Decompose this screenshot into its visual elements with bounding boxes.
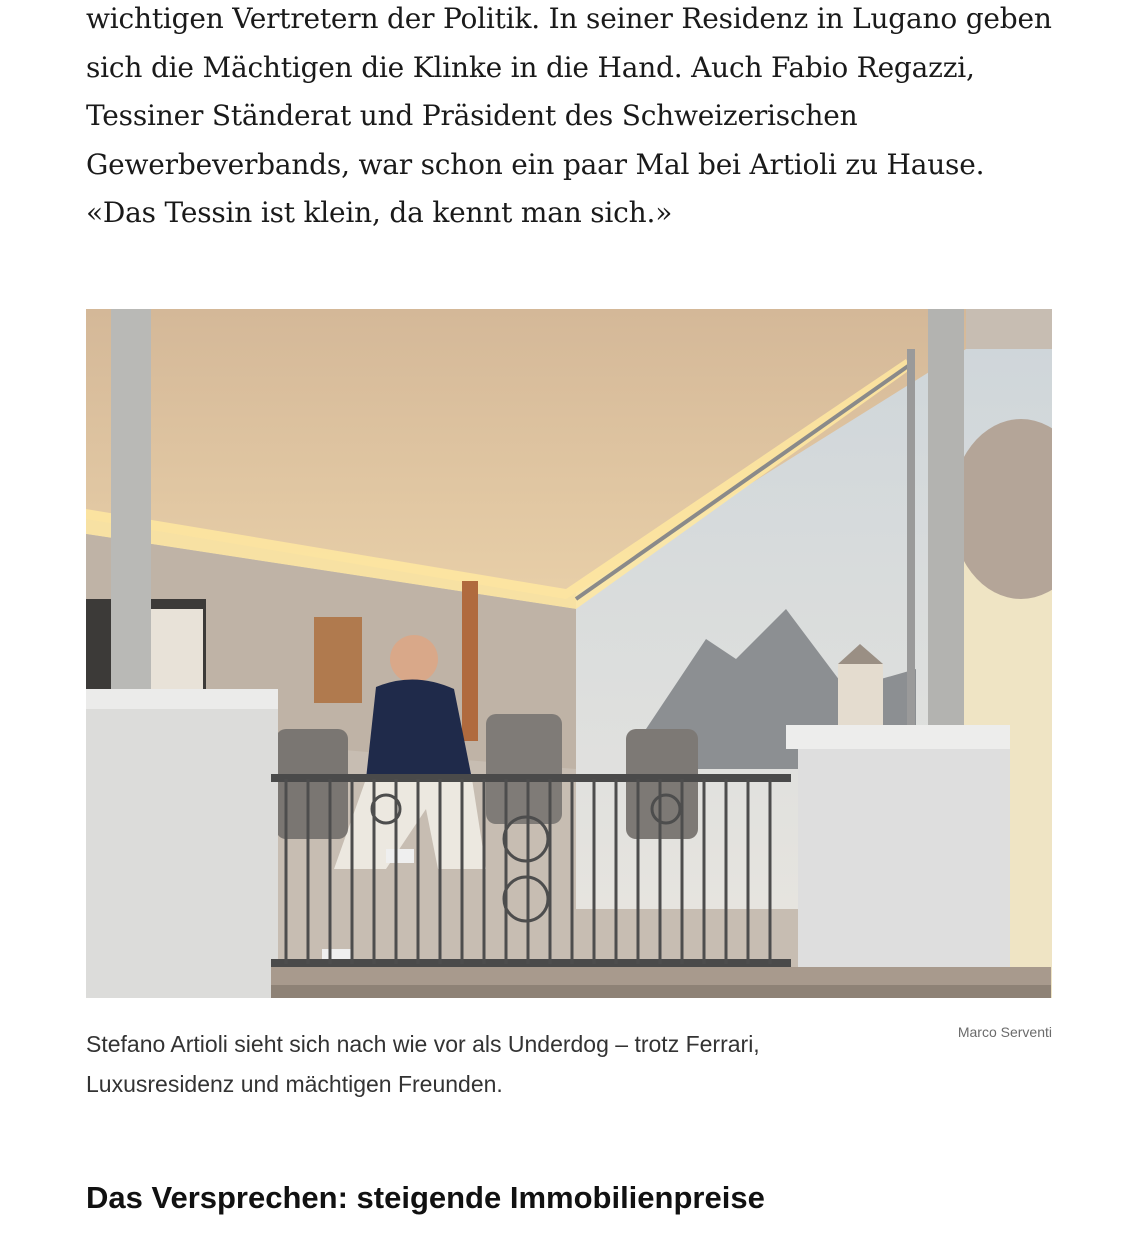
- photo-illustration: [86, 309, 1052, 998]
- article-paragraph: wichtigen Vertretern der Politik. In seiner Residenz in Lugano geben sich die Mächtigen die Klinke in die Hand. Auch Fabio Regazzi, Tessiner Ständerat und Präsident des Schweizerischen Gewerbeverbands, war schon ein paar Mal bei Artioli zu Hause. «Das Tessin ist klein, da kennt man sich.»: [86, 2, 1052, 229]
- photo-caption: Stefano Artioli sieht sich nach wie vor als Underdog – trotz Ferrari, Luxusresidenz und mächtigen Freunden.: [86, 1031, 760, 1097]
- article-photo: [86, 309, 1052, 998]
- photo-credit: Marco Serventi: [957, 1024, 1052, 1040]
- section-heading: Das Versprechen: steigende Immobilienpreise: [86, 1180, 765, 1215]
